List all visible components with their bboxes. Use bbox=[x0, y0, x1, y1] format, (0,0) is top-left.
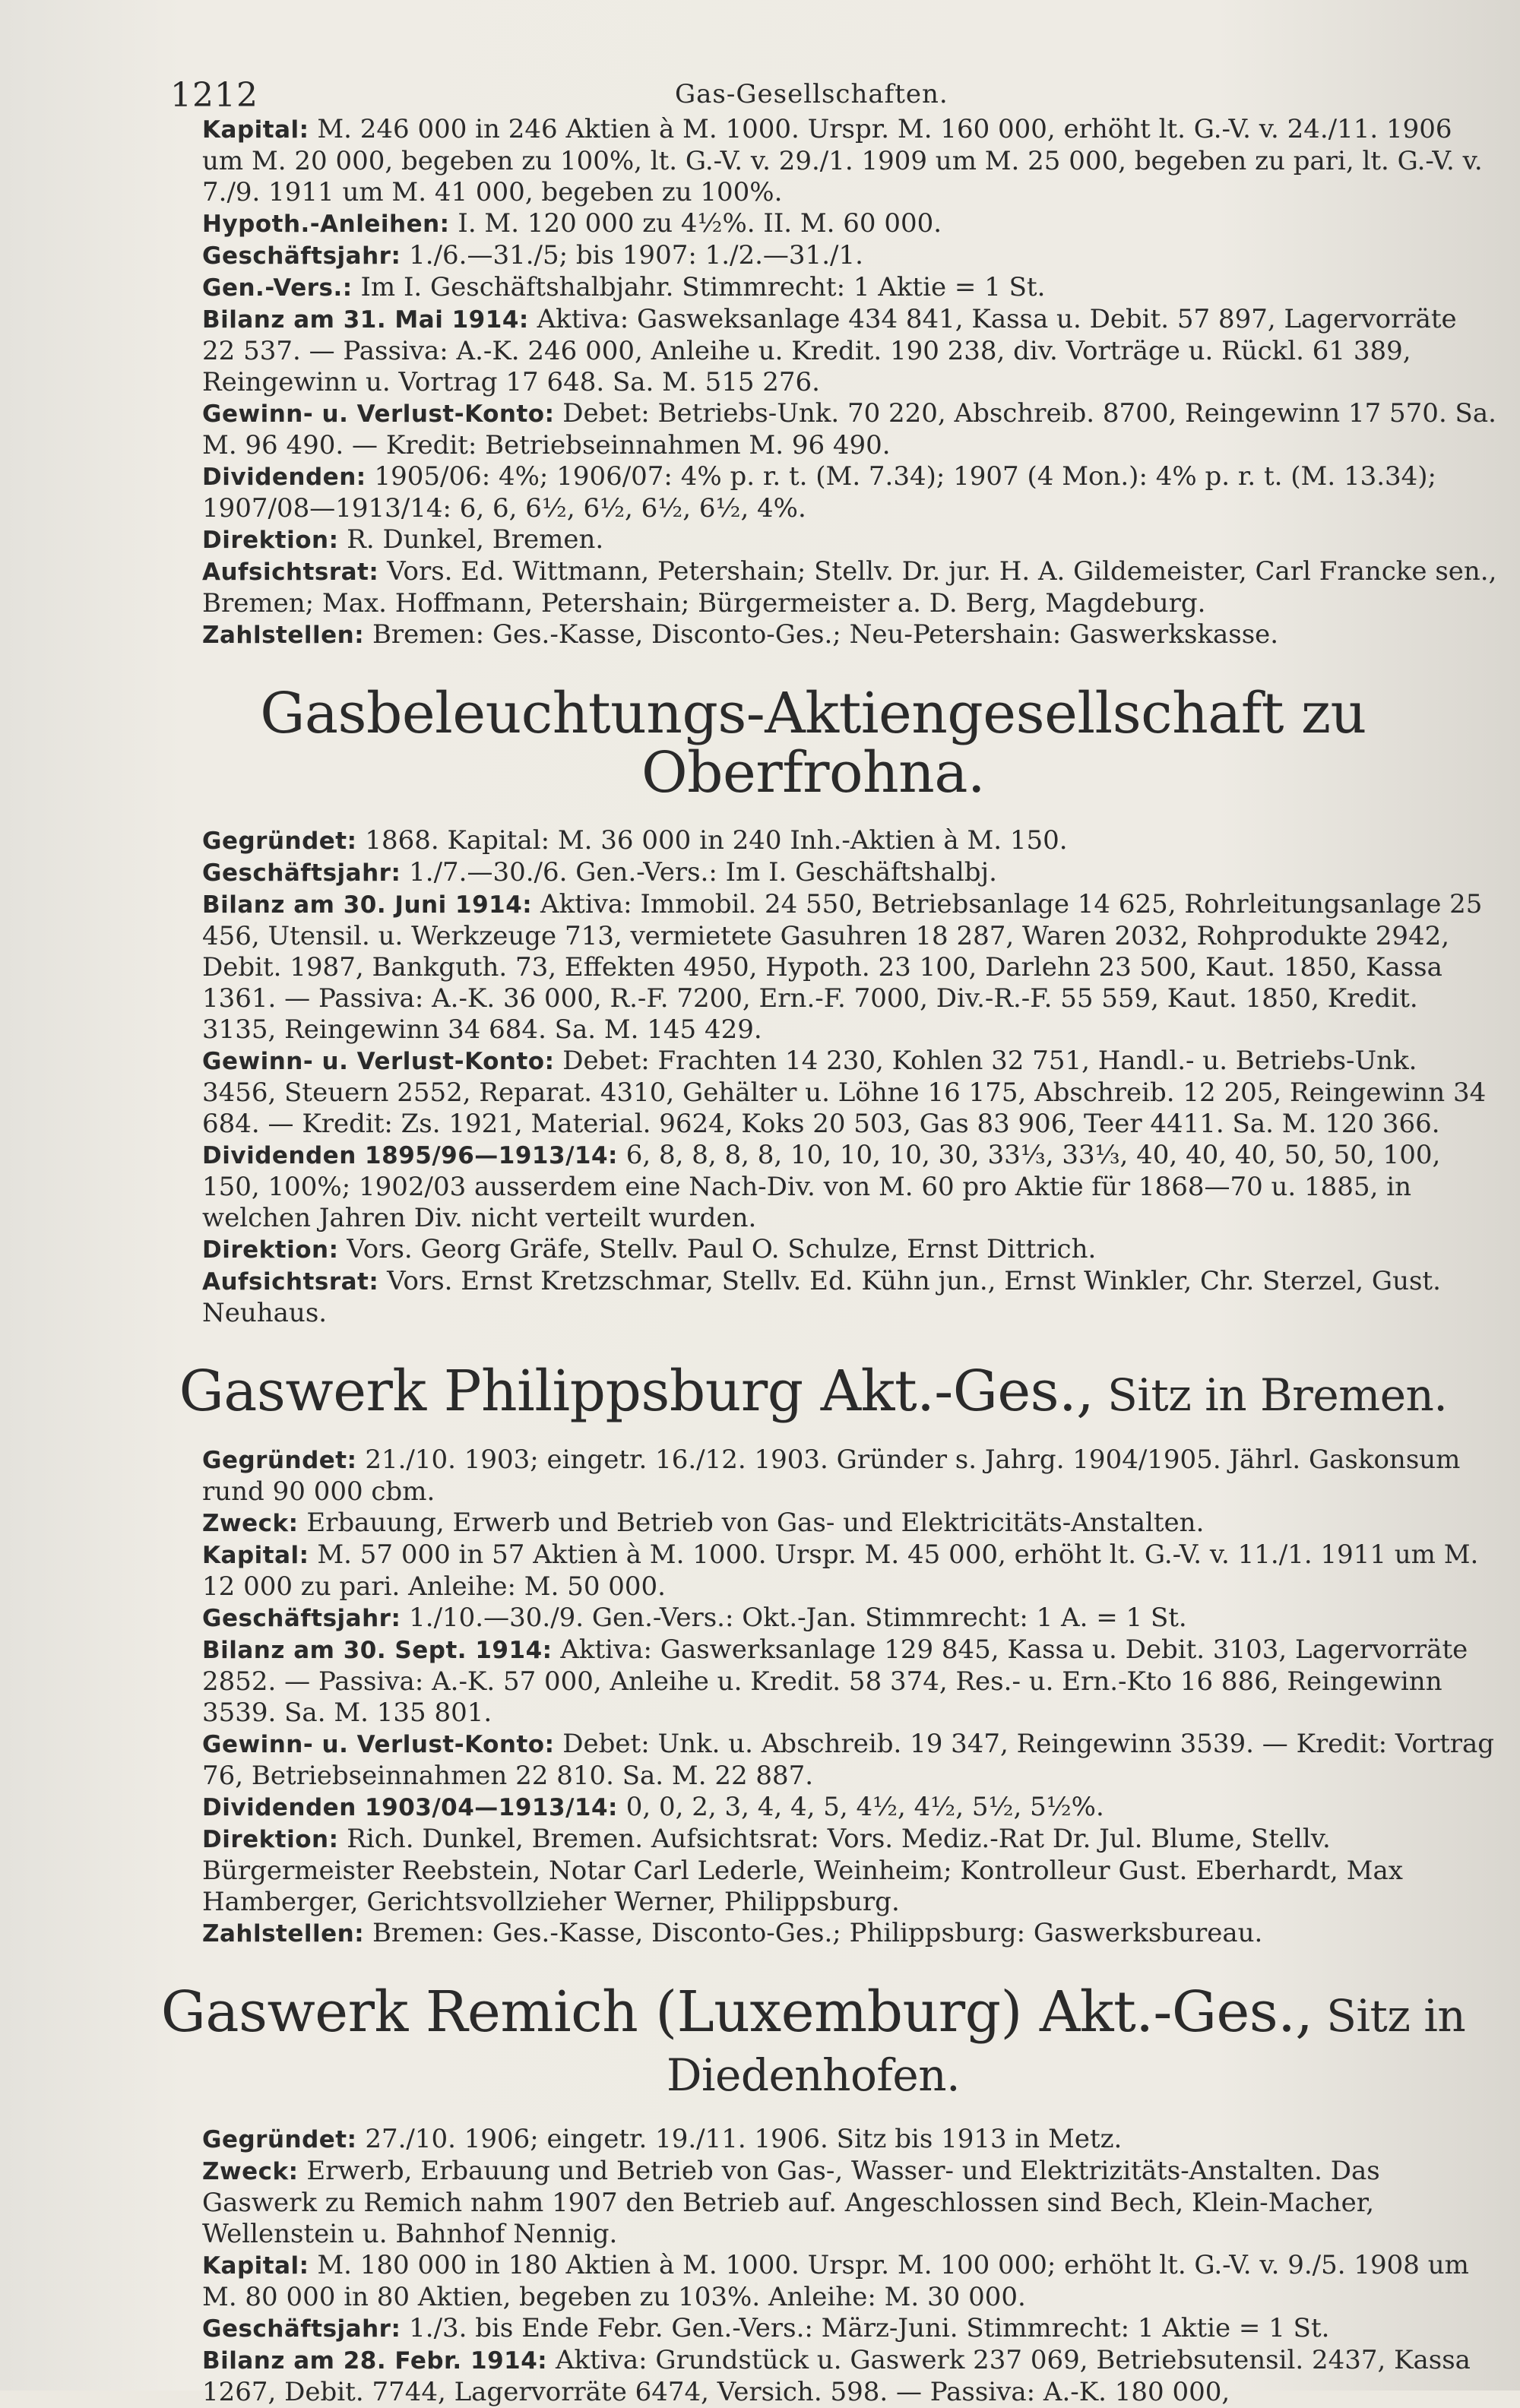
entry-line: Bilanz am 31. Mai 1914: Aktiva: Gasweksanlage 434 841, Kassa u. Debit. 57 897, Lagervorräte 22 537. — Passiva: A.-K. 246 000, Anleihe u. Kredit. 190 238, div. Vorträge u. Rückl. 61 389, Reingewinn u. Vortrag 17 648. Sa. M. 515 276. bbox=[202, 304, 1457, 397]
page-number: 1212 bbox=[170, 76, 258, 115]
entry-line: Gewinn- u. Verlust-Konto: Debet: Unk. u. Abschreib. 19 347, Reingewinn 3539. — Kredit: Vortrag 76, Betriebseinnahmen 22 810. Sa. M. 22 887. bbox=[202, 1729, 1495, 1792]
running-header bbox=[129, 53, 1497, 114]
running-title: Gas-Gesellschaften. bbox=[675, 79, 948, 109]
entry-title: Gaswerk Remich (Luxemburg) Akt.-Ges., Sitz in Diedenhofen. bbox=[160, 1979, 1466, 2101]
entry-line: Kapital: M. 180 000 in 180 Aktien à M. 1000. Urspr. M. 100 000; erhöht lt. G.-V. v. 9./5. 1908 um M. 80 000 in 80 Aktien, begeben zu 103%. Anleihe: M. 30 000. bbox=[202, 2250, 1469, 2313]
entry-line: Zahlstellen: Bremen: Ges.-Kasse, Disconto-Ges.; Philippsburg: Gaswerksbureau. bbox=[202, 1918, 1263, 1949]
entry-line: Geschäftsjahr: 1./6.—31./5; bis 1907: 1./2.—31./1. bbox=[202, 240, 863, 271]
entry-oberfrohna bbox=[129, 681, 1497, 1329]
entry-line: Kapital: M. 57 000 in 57 Aktien à M. 1000. Urspr. M. 45 000, erhöht lt. G.-V. v. 11./1. 1911 um M. 12 000 zu pari. Anleihe: M. 50 000. bbox=[202, 1539, 1479, 1603]
entry-line: Gegründet: 27./10. 1906; eingetr. 19./11. 1906. Sitz bis 1913 in Metz. bbox=[202, 2124, 1123, 2155]
entry-title: Gaswerk Philippsburg Akt.-Ges., Sitz in Bremen. bbox=[179, 1359, 1448, 1425]
entry-line: Bilanz am 28. Febr. 1914: Aktiva: Grundstück u. Gaswerk 237 069, Betriebsutensil. 2437, Kassa 1267, Debit. 7744, Lagervorräte 6474, Versich. 598. — Passiva: A.-K. 180 000, bbox=[202, 2345, 1471, 2408]
entry-line: Direktion: R. Dunkel, Bremen. bbox=[202, 524, 604, 555]
entry-line: Kapital: M. 246 000 in 246 Aktien à M. 1000. Urspr. M. 160 000, erhöht lt. G.-V. v. 24./11. 1906 um M. 20 000, begeben zu 100%, lt. G.-V. v. 29./1. 1909 um M. 25 000, begeben zu pari, lt. G.-V. v. 7./9. 1911 um M. 41 000, begeben zu 100%. bbox=[202, 114, 1483, 207]
entry-line: Gegründet: 21./10. 1903; eingetr. 16./12. 1903. Gründer s. Jahrg. 1904/1905. Jährl. Gaskonsum rund 90 000 cbm. bbox=[202, 1444, 1461, 1508]
entry-line: Bilanz am 30. Sept. 1914: Aktiva: Gaswerksanlage 129 845, Kassa u. Debit. 3103, Lagervorräte 2852. — Passiva: A.-K. 57 000, Anleihe u. Kredit. 58 374, Res.- u. Ern.-Kto 16 886, Reingewinn 3539. Sa. M. 135 801. bbox=[202, 1634, 1468, 1729]
entry-remich bbox=[129, 1979, 1497, 2408]
entry-title: Gasbeleuchtungs-Aktiengesellschaft zu Oberfrohna. bbox=[260, 681, 1366, 805]
entry-line: Zweck: Erwerb, Erbauung und Betrieb von Gas-, Wasser- und Elektrizitäts-Anstalten. Das Gaswerk zu Remich nahm 1907 den Betrieb auf. Angeschlossen sind Bech, Klein-Macher, Wellenstein u. Bahnhof Nennig. bbox=[202, 2156, 1380, 2250]
entry-philippsburg bbox=[129, 1359, 1497, 1950]
entry-line: Dividenden: 1905/06: 4%; 1906/07: 4% p. r. t. (M. 7.34); 1907 (4 Mon.): 4% p. r. t. (M. 13.34); 1907/08—1913/14: 6, 6, 6½, 6½, 6½, 6½, 4%. bbox=[202, 461, 1436, 524]
entry-line: Dividenden 1895/96—1913/14: 6, 8, 8, 8, 8, 10, 10, 10, 30, 33⅓, 33⅓, 40, 40, 40, 50, 50, 100, 150, 100%; 1902/03 ausserdem eine Nach-Div. von M. 60 pro Aktie für 1868—70 u. 1885, in welchen Jahren Div. nicht verteilt wurden. bbox=[202, 1140, 1441, 1234]
entry-line: Zahlstellen: Bremen: Ges.-Kasse, Disconto-Ges.; Neu-Petershain: Gaswerkskasse. bbox=[202, 619, 1279, 650]
entry-line: Geschäftsjahr: 1./3. bis Ende Febr. Gen.-Vers.: März-Juni. Stimmrecht: 1 Aktie = 1 St. bbox=[202, 2313, 1330, 2344]
entry-line: Direktion: Rich. Dunkel, Bremen. Aufsichtsrat: Vors. Mediz.-Rat Dr. Jul. Blume, Stellv. Bürgermeister Reebstein, Notar Carl Lederle, Weinheim; Kontrolleur Gust. Eberhardt, Max Hamberger, Gerichtsvollzieher Werner, Philippsburg. bbox=[202, 1824, 1403, 1918]
entry-line: Geschäftsjahr: 1./7.—30./6. Gen.-Vers.: Im I. Geschäftshalbj. bbox=[202, 857, 997, 888]
entry-line: Dividenden 1903/04—1913/14: 0, 0, 2, 3, 4, 4, 5, 4½, 4½, 5½, 5½%. bbox=[202, 1792, 1104, 1823]
entry-line: Gegründet: 1868. Kapital: M. 36 000 in 240 Inh.-Aktien à M. 150. bbox=[202, 825, 1068, 856]
entry-line: Aufsichtsrat: Vors. Ernst Kretzschmar, Stellv. Ed. Kühn jun., Ernst Winkler, Chr. Sterzel, Gust. Neuhaus. bbox=[202, 1266, 1441, 1329]
entry-line: Hypoth.-Anleihen: I. M. 120 000 zu 4½%. II. M. 60 000. bbox=[202, 208, 942, 239]
entry-line: Gewinn- u. Verlust-Konto: Debet: Frachten 14 230, Kohlen 32 751, Handl.- u. Betriebs-Unk. 3456, Steuern 2552, Reparat. 4310, Gehälter u. Löhne 16 175, Abschreib. 12 205, Reingewinn 34 684. — Kredit: Zs. 1921, Material. 9624, Koks 20 503, Gas 83 906, Teer 4411. Sa. M. 120 366. bbox=[202, 1046, 1487, 1140]
entry-previous-continued bbox=[129, 114, 1497, 651]
entry-line: Zweck: Erbauung, Erwerb und Betrieb von Gas- und Elektricitäts-Anstalten. bbox=[202, 1508, 1205, 1539]
entry-line: Aufsichtsrat: Vors. Ed. Wittmann, Petershain; Stellv. Dr. jur. H. A. Gildemeister, Carl Francke sen., Bremen; Max. Hoffmann, Petershain; Bürgermeister a. D. Berg, Magdeburg. bbox=[202, 556, 1497, 619]
entry-line: Direktion: Vors. Georg Gräfe, Stellv. Paul O. Schulze, Ernst Dittrich. bbox=[202, 1234, 1097, 1265]
entry-line: Gewinn- u. Verlust-Konto: Debet: Betriebs-Unk. 70 220, Abschreib. 8700, Reingewinn 17 570. Sa. M. 96 490. — Kredit: Betriebseinnahmen M. 96 490. bbox=[202, 398, 1496, 460]
entry-line: Geschäftsjahr: 1./10.—30./9. Gen.-Vers.: Okt.-Jan. Stimmrecht: 1 A. = 1 St. bbox=[202, 1603, 1187, 1634]
entry-line: Bilanz am 30. Juni 1914: Aktiva: Immobil. 24 550, Betriebsanlage 14 625, Rohrleitungsanlage 25 456, Utensil. u. Werkzeuge 713, vermietete Gasuhren 18 287, Waren 2032, Rohprodukte 2942, Debit. 1987, Bankguth. 73, Effekten 4950, Hypoth. 23 100, Darlehn 23 500, Kaut. 1850, Kassa 1361. — Passiva: A.-K. 36 000, R.-F. 7200, Ern.-F. 7000, Div.-R.-F. 55 559, Kaut. 1850, Kredit. 3135, Reingewinn 34 684. Sa. M. 145 429. bbox=[202, 889, 1483, 1046]
entry-line: Gen.-Vers.: Im I. Geschäftshalbjahr. Stimmrecht: 1 Aktie = 1 St. bbox=[202, 272, 1046, 302]
